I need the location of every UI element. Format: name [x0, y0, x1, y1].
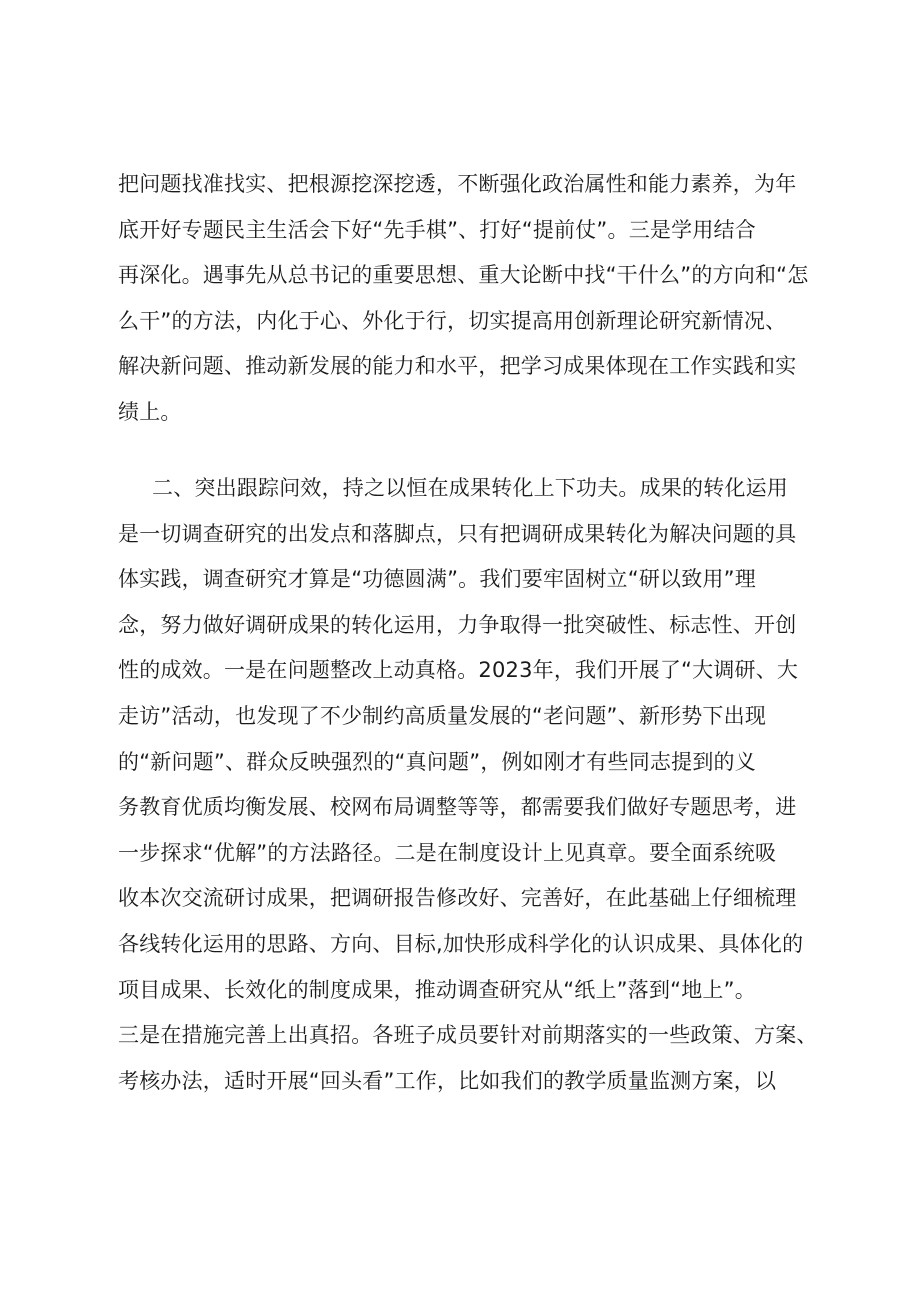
text-line: 是一切调查研究的出发点和落脚点，只有把调研成果转化为解决问题的具 [118, 521, 797, 546]
text-line: 么干”的方法，内化于心、外化于行，切实提高用创新理论研究新情况、 [118, 308, 787, 333]
text-line: 体实践，调查研究才算是“功德圆满”。我们要牢固树立“研以致用”理 [118, 567, 756, 592]
text-line: 解决新问题、推动新发展的能力和水平，把学习成果体现在工作实践和实 [118, 354, 797, 379]
text-line: 底开好专题民主生活会下好“先手棋”、打好“提前仗”。三是学用结合 [118, 217, 756, 242]
text-line: 把问题找准找实、把根源挖深挖透，不断强化政治属性和能力素养，为年 [118, 172, 797, 196]
text-line: 念，努力做好调研成果的转化运用，力争取得一批突破性、标志性、开创 [118, 612, 797, 637]
text-line: 走访”活动，也发现了不少制约高质量发展的“老问题”、新形势下出现 [118, 703, 767, 728]
text-line: 绩上。 [118, 399, 182, 424]
text-line: 一步探求“优解”的方法路径。二是在制度设计上见真章。要全面系统吸 [118, 840, 777, 865]
text-line: 项目成果、长效化的制度成果，推动调查研究从“纸上”落到“地上”。 [118, 977, 756, 1002]
text-line: 收本次交流研讨成果，把调研报告修改好、完善好，在此基础上仔细梳理 [118, 886, 797, 911]
text-line: 各线转化运用的思路、方向、目标,加快形成科学化的认识成果、具体化的 [118, 931, 804, 956]
text-line: 二、突出跟踪问效，持之以恒在成果转化上下功夫。成果的转化运用 [152, 476, 788, 500]
text-line: 考核办法，适时开展“回头看”工作，比如我们的教学质量监测方案，以 [118, 1068, 777, 1093]
text-line: 的“新问题”、群众反映强烈的“真问题”，例如刚才有些同志提到的义 [118, 749, 756, 774]
text-line: 性的成效。一是在问题整改上动真格。2023年，我们开展了“大调研、大 [118, 658, 799, 683]
paragraph-1 [118, 162, 818, 436]
text-line: 务教育优质均衡发展、校网布局调整等等，都需要我们做好专题思考，进 [118, 795, 797, 820]
text-line: 再深化。遇事先从总书记的重要思想、重大论断中找“干什么”的方向和“怎 [118, 263, 809, 288]
text-line: 三是在措施完善上出真招。各班子成员要针对前期落实的一些政策、方案、 [118, 1023, 818, 1048]
paragraph-2 [118, 466, 818, 1104]
